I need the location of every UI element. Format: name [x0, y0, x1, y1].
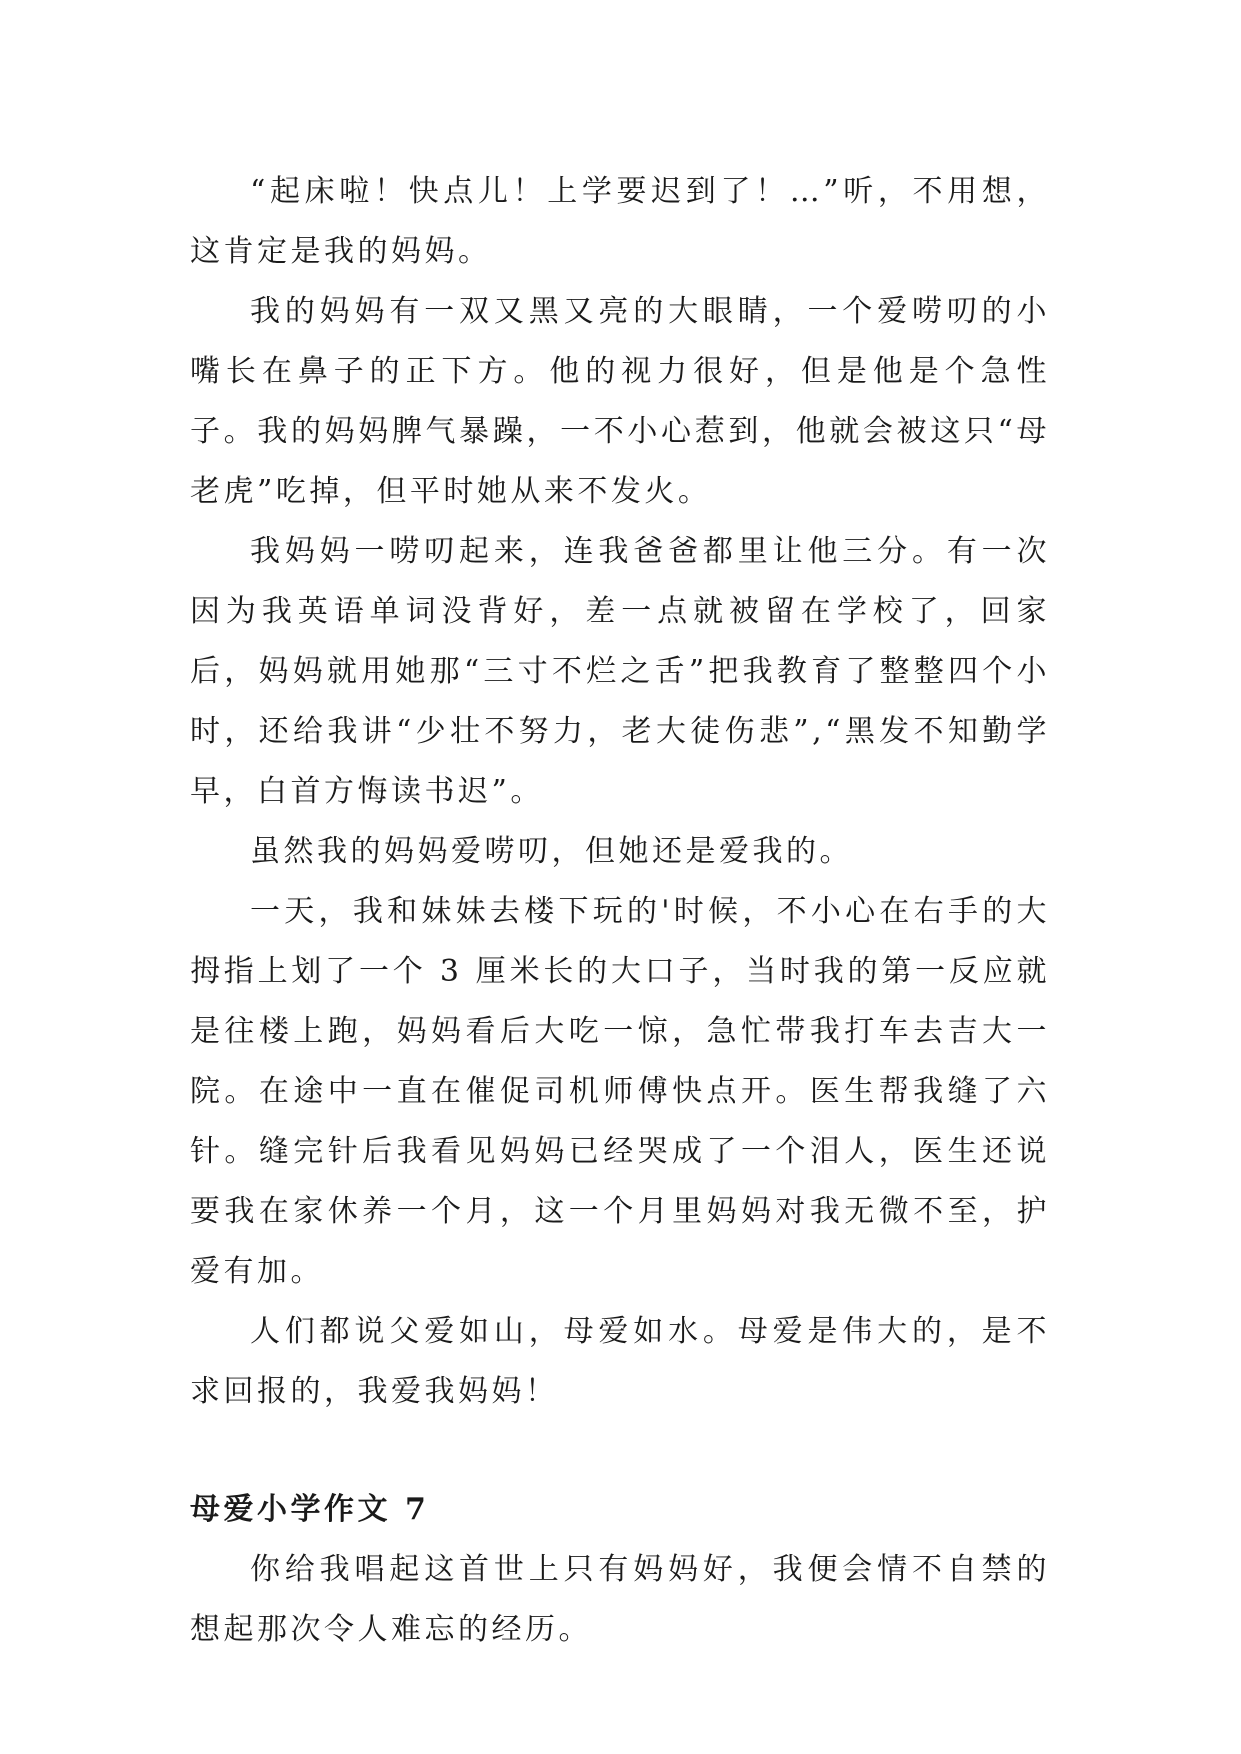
paragraph-mother-nagging: 我妈妈一唠叨起来，连我爸爸都里让他三分。有一次因为我英语单词没背好，差一点就被留在学校了，回家后，妈妈就用她那“三寸不烂之舌”把我教育了整整四个小时，还给我讲“少壮不努力，老大徒伤悲”,“黑发不知勤学早，白首方悔读书迟”。 [190, 534, 1050, 809]
paragraph-mother-loves-me: 虽然我的妈妈爱唠叨，但她还是爱我的。 [250, 834, 853, 869]
document-body [190, 162, 1050, 1660]
essay-heading: 母爱小学作文 7 [190, 1492, 430, 1527]
paragraph-mother-appearance: 我的妈妈有一双又黑又亮的大眼睛，一个爱唠叨的小嘴长在鼻子的正下方。他的视力很好，但是他是个急性子。我的妈妈脾气暴躁，一不小心惹到，他就会被这只“母老虎”吃掉，但平时她从来不发火。 [190, 294, 1050, 509]
paragraph-conclusion: 人们都说父爱如山，母爱如水。母爱是伟大的，是不求回报的，我爱我妈妈！ [190, 1314, 1050, 1409]
paragraph-injury-story: 一天，我和妹妹去楼下玩的'时候，不小心在右手的大拇指上划了一个 3 厘米长的大口子，当时我的第一反应就是往楼上跑，妈妈看后大吃一惊，急忙带我打车去吉大一院。在途中一直在催促司机师傅快点开。医生帮我缝了六针。缝完针后我看见妈妈已经哭成了一个泪人，医生还说要我在家休养一个月，这一个月里妈妈对我无微不至，护爱有加。 [190, 894, 1050, 1289]
paragraph-wake-up: “起床啦！快点儿！上学要迟到了！…”听，不用想，这肯定是我的妈妈。 [190, 174, 1050, 269]
paragraph-song-memory: 你给我唱起这首世上只有妈妈好，我便会情不自禁的想起那次令人难忘的经历。 [190, 1552, 1050, 1647]
